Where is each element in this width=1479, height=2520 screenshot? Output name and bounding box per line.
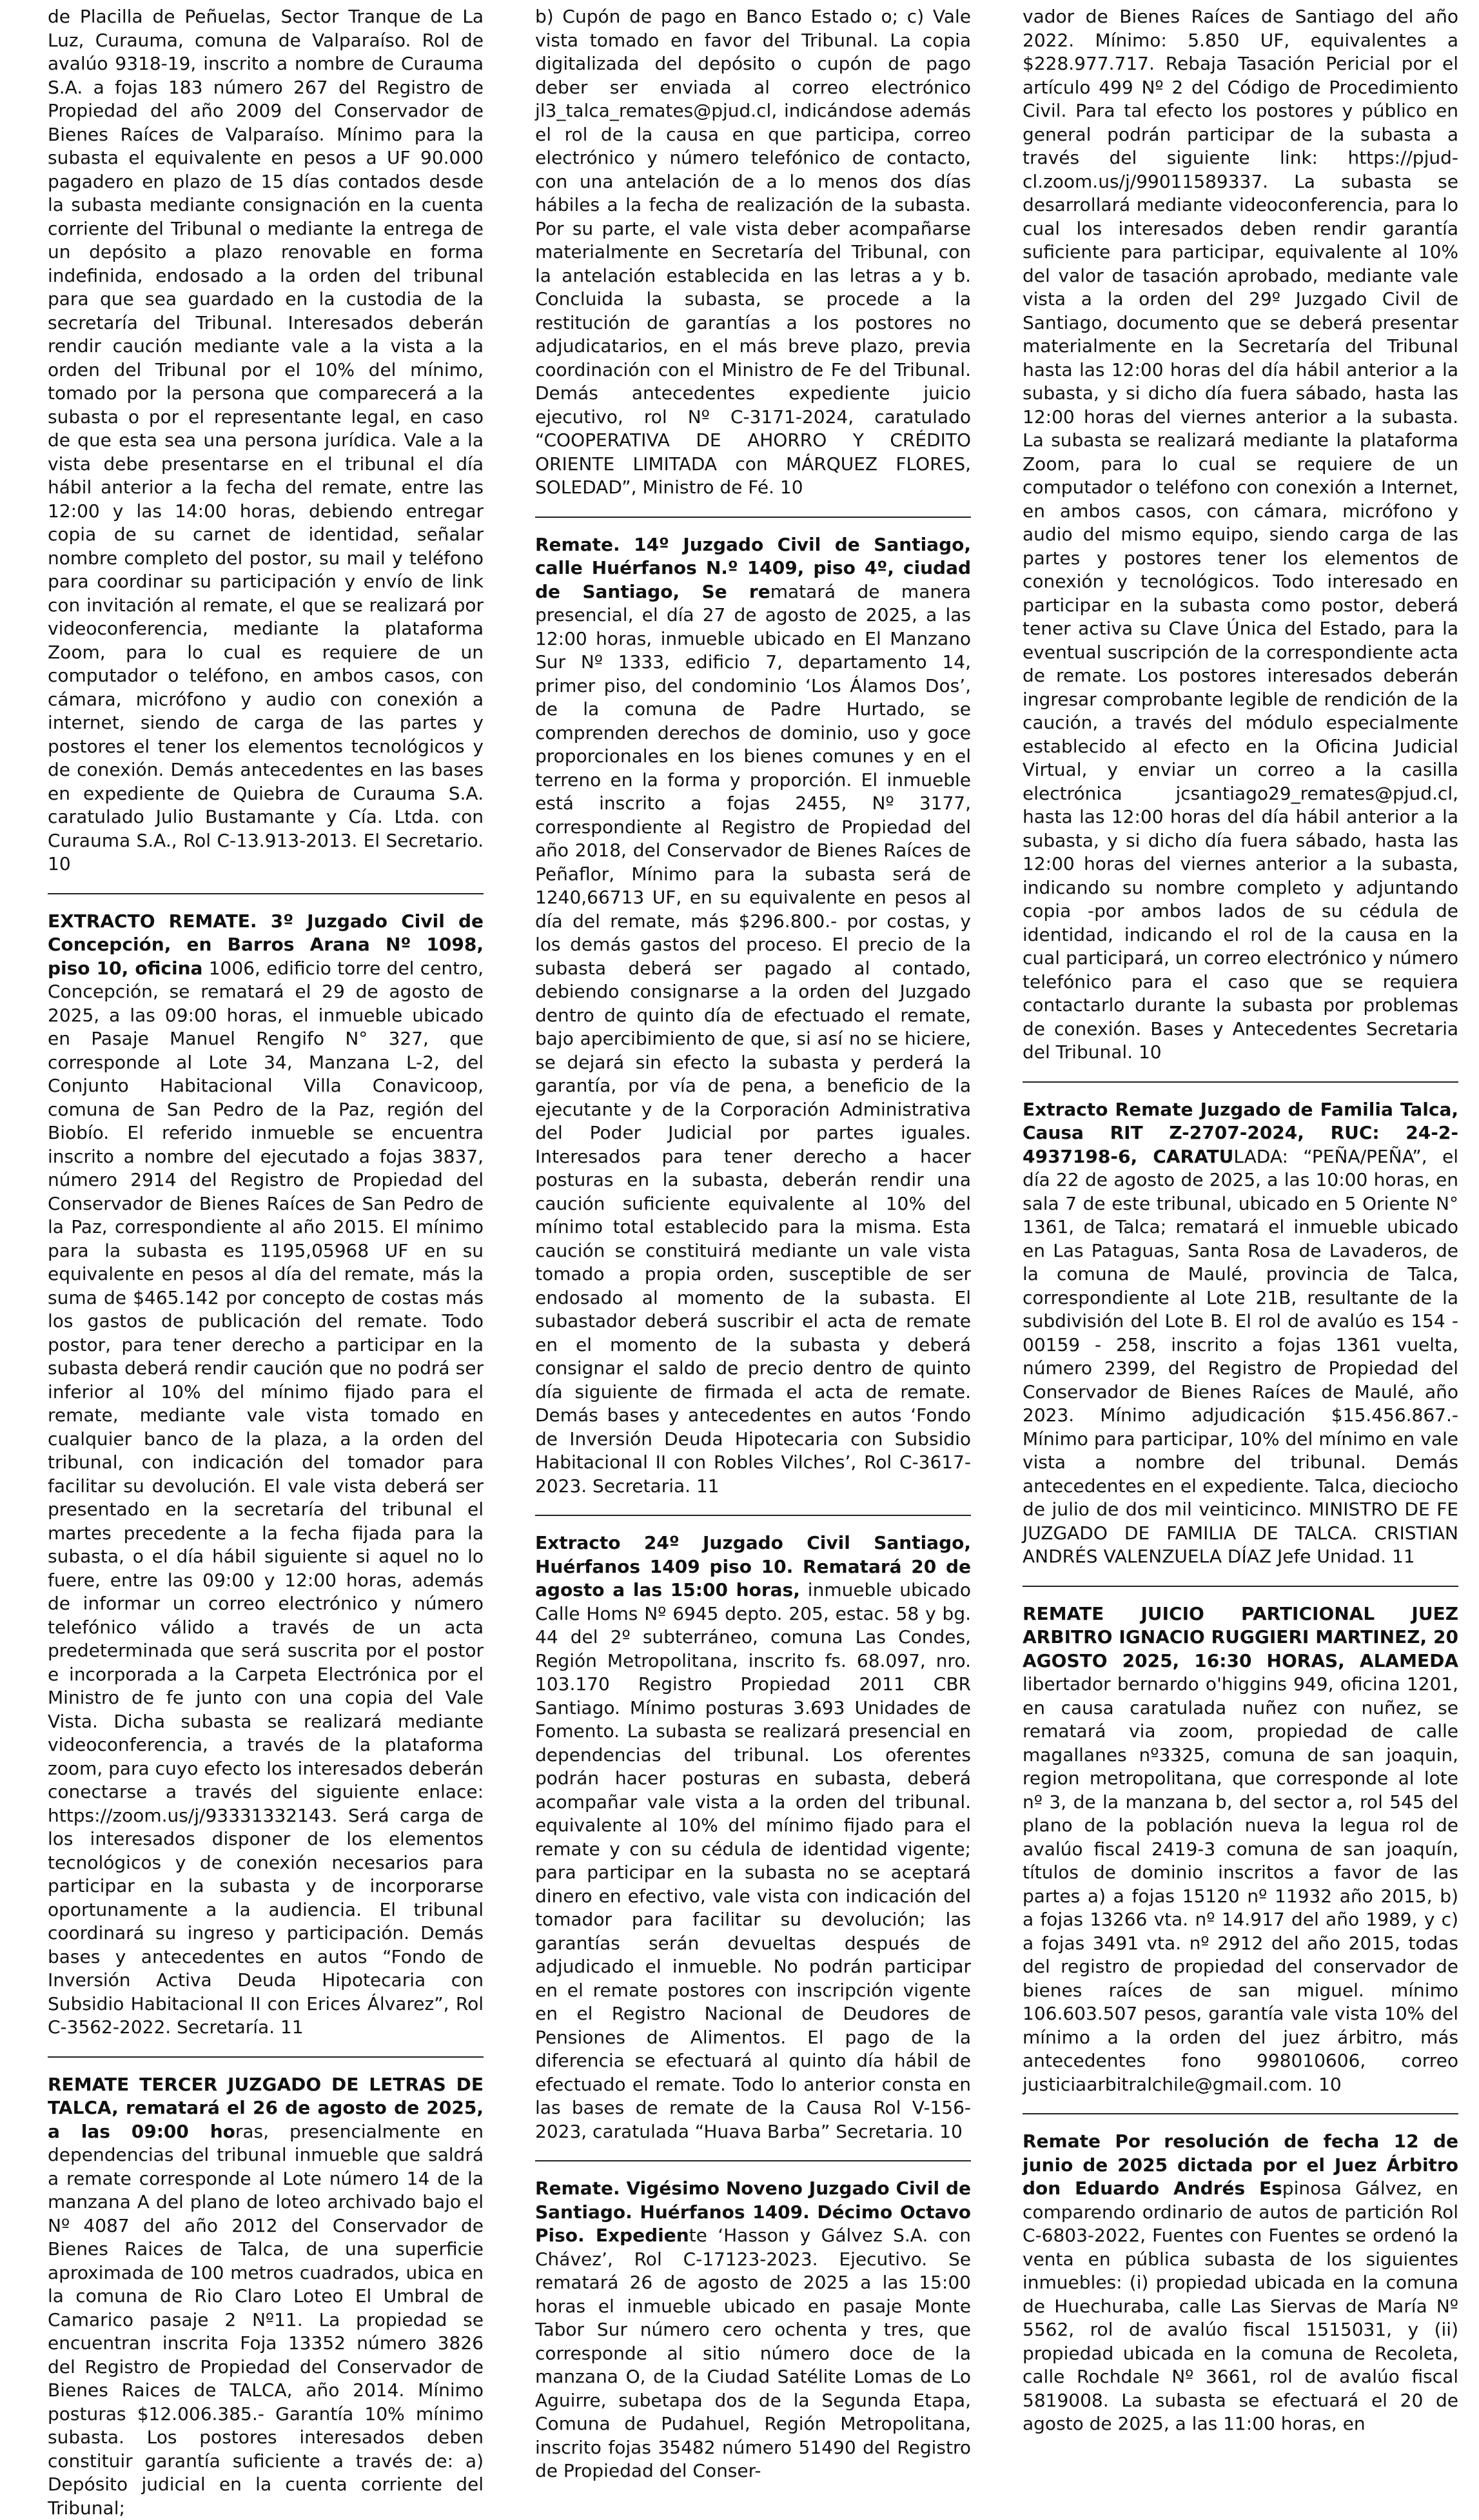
notice-body: de Placilla de Peñuelas, Sector Tranque de La Luz, Curauma, comuna de Valparaíso. Rol de avalúo 9318-19, inscrito a nombre de Curauma S.A. a fojas 183 número 267 del Registro de Propiedad del año 2009 del Conservador de Bienes Raíces de Valparaíso. Mínimo para la subasta el equivalente en pesos a UF 90.000 pagadero en plazo de 15 días contados desde la subasta mediante consignación en la cuenta corriente del Tribunal o mediante la entrega de un depósito a plazo renovable en forma indefinida, endosado a la orden del tribunal para que sea guardado en la custodia de la secretaría del Tribunal. Interesados deberán rendir caución mediante vale a la vista a la orden del Tribunal por el 10% del mínimo, tomado por la persona que comparecerá a la subasta o por el representante legal, en caso de que esta sea una persona jurídica. Vale a la vista debe presentarse en el tribunal el día hábil anterior a la fecha del remate, entre las 12:00 y las 14:00 horas, debiendo entregar copia de su carnet de identidad, señalar nombre completo del postor, su mail y teléfono para coordinar su participación y envío de link con invitación al remate, el que se realizará por videoconferencia, mediante la plataforma Zoom, para lo cual es requiere de un computador o teléfono, en ambos casos, con cámara, micrófono y audio con conexión a internet, siendo de carga de las partes y postores el tener los elementos tecnológicos y de conexión. Demás antecedentes en las bases en expediente de Quiebra de Curauma S.A. caratulado Julio Bustamante y Cía. Ltda. con Curauma S.A., Rol C-13.913-2013. El Secretario. 10 (48, 6, 484, 874)
notice (535, 1531, 971, 2143)
separator-rule (1023, 1081, 1458, 1083)
notice-continuation (48, 5, 484, 876)
notice-heading: EXTRACTO REMATE. 3º Juzgado Civil de Concepción, en Barros Arana Nº 1098, piso 10, oficina (48, 911, 484, 979)
notice (535, 533, 971, 1499)
column-1 (48, 5, 484, 2049)
notice-body: inmueble ubicado Calle Homs Nº 6945 depto. 205, estac. 58 y bg. 44 del 2º subterráneo, comuna Las Condes, Región Metropolitana, inscrito fs. 68.097, nro. 103.170 Registro Propiedad 2011 CBR Santiago. Mínimo posturas 3.693 Unidades de Fomento. La subasta se realizará presencial en dependencias del tribunal. Los oferentes podrán hacer posturas en subasta, deberá acompañar vale vista a la orden del tribunal. equivalente al 10% del mínimo fijado para el remate y con su cédula de identidad vigente; para participar en la subasta no se aceptará dinero en efectivo, vale vista con indicación del tomador para facilitar su devolución; las garantías serán devueltas después de adjudicado el inmueble. No podrán participar en el remate postores con inscripción vigente en el Registro Nacional de Deudores de Pensiones de Alimentos. El pago de la diferencia se efectuará al quinto día hábil de efectuado el remate. Todo lo anterior consta en las bases de remate de la Causa Rol V-156-2023, caratulada “Huava Barba” Secretaria. 10 (535, 1579, 971, 2142)
notice-body: pinosa Gálvez, en comparendo ordinario de autos de partición Rol C-6803-2022, Fuentes con Fuentes se ordenó la venta en pública subasta de los siguientes inmuebles: (i) propiedad ubicada en la comuna de Huechuraba, calle Las Siervas de María Nº 5562, rol de avalúo fiscal 1515031, y (ii) propiedad ubicada en la comuna de Recoleta, calle Rochdale Nº 3661, rol de avalúo fiscal 5819008. La subasta se efectuará el 20 de agosto de 2025, a las 11:00 horas, en (1023, 2178, 1458, 2434)
notice-body: b) Cupón de pago en Banco Estado o; c) Vale vista tomado en favor del Tribunal. La copia digitalizada del depósito o cupón de pago deber ser enviada al correo electrónico jl3_talca_remates@pjud.cl, indicándose además el rol de la causa en que participa, correo electrónico y número telefónico de contacto, con una antelación de a lo menos dos días hábiles a la fecha de realización de la subasta. Por su parte, el vale vista deber acompañarse materialmente en Secretaría del Tribunal, con la antelación establecida en las letras a y b. Concluida la subasta, se procede a la restitución de garantías a los postores no adjudicatarios, en el más breve plazo, previa coordinación con el Ministro de Fe del Tribunal. Demás antecedentes expediente juicio ejecutivo, rol Nº C-3171-2024, caratulado “COOPERATIVA DE AHORRO Y CRÉDITO ORIENTE LIMITADA con MÁRQUEZ FLORES, SOLEDAD”, Ministro de Fé. 10 (535, 6, 971, 498)
notice-body: vador de Bienes Raíces de Santiago del año 2022. Mínimo: 5.850 UF, equivalentes a $228.977.717. Rebaja Tasación Pericial por el artículo 499 Nº 2 del Código de Procedimiento Civil. Para tal efecto los postores y público en general podrán participar de la subasta a través del siguiente link: https://pjud-cl.zoom.us/j/99011589337. La subasta se desarrollará mediante videoconferencia, para lo cual los interesados deben rendir garantía suficiente para participar, equivalente al 10% del valor de tasación aprobado, mediante vale vista a la orden del 29º Juzgado Civil de Santiago, documento que se deberá presentar materialmente en la Secretaría del Tribunal hasta las 12:00 horas del día hábil anterior a la subasta, y si dicho día fuera sábado, hasta las 12:00 horas del viernes anterior a la subasta. La subasta se realizará mediante la plataforma Zoom, para lo cual se requiere de un computador o teléfono con conexión a Internet, en ambos casos, con cámara, micrófono y audio del mismo equipo, siendo carga de las partes y postores tener los elementos de conexión y tecnológicos. Todo interesado en participar en la subasta como postor, deberá tener activa su Clave Única del Estado, para la eventual suscripción de la correspondiente acta de remate. Los postores interesados deberán ingresar comprobante legible de rendición de la caución, a través del módulo especialmente establecido al efecto en la Oficina Judicial Virtual, y enviar un correo a la casilla electrónica jcsantiago29_remates@pjud.cl, hasta las 12:00 horas del día hábil anterior a la subasta, y si dicho día fuera sábado, hasta las 12:00 horas del viernes anterior a la subasta, indicando su nombre completo y adjuntando copia -por ambos lados de su cédula de identidad, indicando el rol de la causa en la cual participará, un correo electrónico y número telefónico para el caso que se requiera contactarlo durante la subasta por problemas de conexión. Bases y Antecedentes Secretaria del Tribunal. 10 (1023, 6, 1458, 1063)
notice-body: matará de manera presencial, el día 27 de agosto de 2025, a las 12:00 horas, inmueble ubicado en El Manzano Sur Nº 1333, edificio 7, departamento 14, primer piso, del condominio ‘Los Álamos Dos’, de la comuna de Padre Hurtado, se comprenden derechos de dominio, uso y goce proporcionales en los bienes comunes y en el terreno en la forma y proporción. El inmueble está inscrito a fojas 2455, Nº 3177, correspondiente al Registro de Propiedad del año 2018, del Conservador de Bienes Raíces de Peñaflor, Mínimo para la subasta será de 1240,66713 UF, en su equivalente en pesos al día del remate, más $296.800.- por costas, y los demás gastos del proceso. El precio de la subasta deberá ser pagado al contado, debiendo consignarse a la orden del Juzgado dentro de quinto día de efectuado el remate, bajo apercibimiento de que, si así no se hiciere, se dejará sin efecto la subasta y perderá la garantía, por vía de pena, a beneficio de la ejecutante y de la Corporación Administrativa del Poder Judicial por partes iguales. Interesados para tener derecho a hacer posturas en la subasta, deberán rendir una caución suficiente equivalente al 10% del mínimo total establecido para la misma. Esta caución se constituirá mediante un vale vista tomado a propia orden, susceptible de ser endosado al momento de la subasta. El subastador deberá suscribir el acta de remate en el momento de la subasta y deberá consignar el saldo de precio dentro de quinto día siguiente de firmada el acta de remate. Demás bases y antecedentes en autos ‘Fondo de Inversión Deuda Hipotecaria con Subsidio Habitacional II con Robles Vilches’, Rol C-3617-2023. Secretaria. 11 (535, 581, 971, 1497)
notice-heading: Remate. 14º Juzgado Civil de Santiago, calle Huérfanos N.º 1409, piso 4º, ciudad de Santiago, Se re (535, 534, 971, 602)
notice-body: libertador bernardo o'higgins 949, oficina 1201, en causa caratulada nuñez con nuñez, se rematará via zoom, propiedad de calle magallanes nº3325, comuna de san joaquin, region metropolitana, que corresponde al lote nº 3, de la manzana b, del sector a, rol 545 del plano de la población nueva la legua rol de avalúo fiscal 2419-3 comuna de san joaquín, títulos de dominio inscritos a favor de las partes a) a fojas 15120 nº 11932 año 2015, b) a fojas 13266 vta. nº 14.917 del año 1989, y c) a fojas 3491 vta. nº 2912 del año 2015, todas del registro de propiedad del conservador de bienes raíces de san miguel. mínimo 106.603.507 pesos, garantía vale vista 10% del mínimo a la orden del juez árbitro, más antecedentes fono 998010606, correo justiciaarbitralchile@gmail.com. 10 (1023, 1673, 1458, 2095)
notice (1023, 1098, 1458, 1569)
columns-container (48, 5, 1456, 2049)
notice (535, 2177, 971, 2483)
notice-body: ras, presencialmente en dependencias del tribunal inmueble que saldrá a remate corresponde al Lote número 14 de la manzana A del plano de loteo archivado bajo el Nº 4087 del año 2012 del Conservador de Bienes Raices de Talca, de una superficie aproximada de 100 metros cuadrados, ubica en la comuna de Rio Claro Loteo El Umbral de Camarico pasaje 2 Nº11. La propiedad se encuentran inscrita Foja 13352 número 3826 del Registro de Propiedad del Conservador de Bienes Raices de TALCA, año 2014. Mínimo posturas $12.006.385.- Garantía 10% mínimo subasta. Los postores interesados deben constituir garantía suficiente a través de: a) Depósito judicial en la cuenta corriente del Tribunal; (48, 2121, 484, 2519)
notice-body: LADA: “PEÑA/PEÑA”, el día 22 de agosto de 2025, a las 10:00 horas, en sala 7 de este tribunal, ubicado en 5 Oriente N° 1361, de Talca; rematará el inmueble ubicado en Las Pataguas, Santa Rosa de Lavaderos, de la comuna de Maulé, provincia de Talca, correspondiente al Lote 21B, resultante de la subdivisión del Lote B. El rol de avalúo es 154 - 00159 - 258, inscrito a fojas 1361 vuelta, número 2399, del Registro de Propiedad del Conservador de Bienes Raíces de Maulé, año 2023. Mínimo adjudicación $15.456.867.- Mínimo para participar, 10% del mínimo en vale vista a nombre del tribunal. Demás antecedentes en el expediente. Talca, dieciocho de julio de dos mil veinticinco. MINISTRO DE FE JUZGADO DE FAMILIA DE TALCA. CRISTIAN ANDRÉS VALENZUELA DÍAZ Jefe Unidad. 11 (1023, 1146, 1458, 1568)
notice-heading: REMATE JUICIO PARTICIONAL JUEZ ARBITRO IGNACIO RUGGIERI MARTINEZ, 20 AGOSTO 2025, 16:30 HORAS, ALAMEDA (1023, 1603, 1458, 1671)
column-2 (535, 5, 971, 2049)
separator-rule (48, 2056, 484, 2058)
notice-heading: Extracto 24º Juzgado Civil Santiago, Huérfanos 1409 piso 10. Rematará 20 de agosto a las 15:00 horas, (535, 1532, 971, 1600)
separator-rule (1023, 1586, 1458, 1587)
notice-body: 1006, edificio torre del centro, Concepción, se rematará el 29 de agosto de 2025, a las 09:00 horas, el inmueble ubicado en Pasaje Manuel Rengifo N° 327, que corresponde al Lote 34, Manzana L-2, del Conjunto Habitacional Villa Conavicoop, comuna de San Pedro de la Paz, región del Biobío. El referido inmueble se encuentra inscrito a nombre del ejecutado a fojas 3837, número 2914 del Registro de Propiedad del Conservador de Bienes Raíces de San Pedro de la Paz, correspondiente al año 2015. El mínimo para la subasta es 1195,05968 UF en su equivalente en pesos al día del remate, más la suma de $465.142 por concepto de costas más los gastos de publicación del remate. Todo postor, para tener derecho a participar en la subasta deberá rendir caución que no podrá ser inferior al 10% del mínimo fijado para el remate, mediante vale vista tomado en cualquier banco de la plaza, a la orden del tribunal, con indicación del tomador para facilitar su devolución. El vale vista deberá ser presentado en la secretaría del tribunal el martes precedente a la fecha fijada para la subasta, o el día hábil siguiente si aquel no lo fuere, entre las 09:00 y 12:00 horas, además de informar un correo electrónico y número telefónico válido a través de un acta predeterminada que será suscrita por el postor e incorporada a la Carpeta Electrónica por el Ministro de fe junto con una copia del Vale Vista. Dicha subasta se realizará mediante videoconferencia, a través de la plataforma zoom, para cuyo efecto los interesados deberán conectarse a través del siguiente enlace: https://zoom.us/j/93331332143. Será carga de los interesados disponer de los elementos tecnológicos y de conexión necesarios para participar en la subasta y de incorporarse oportunamente a la audiencia. El tribunal coordinará su ingreso y participación. Demás bases y antecedentes en autos “Fondo de Inversión Activa Deuda Hipotecaria con Subsidio Habitacional II con Erices Álvarez”, Rol C-3562-2022. Secretaría. 11 (48, 958, 484, 2038)
notice-heading: Remate. Vigésimo Noveno Juzgado Civil de Santiago. Huérfanos 1409. Décimo Octavo Piso. Expedien (535, 2178, 971, 2246)
notice-heading: Remate Por resolución de fecha 12 de junio de 2025 dictada por el Juez Árbitro don Eduardo Andrés Es (1023, 2131, 1458, 2199)
separator-rule (535, 2160, 971, 2161)
column-3 (1023, 5, 1458, 2049)
notice-continuation (535, 5, 971, 500)
separator-rule (535, 1515, 971, 1516)
separator-rule (535, 517, 971, 518)
notice (1023, 2130, 1458, 2436)
notice (1023, 1602, 1458, 2097)
separator-rule (1023, 2113, 1458, 2114)
notice-continuation (1023, 5, 1458, 1065)
separator-rule (48, 893, 484, 894)
notice-body: te ‘Hasson y Gálvez S.A. con Chávez’, Rol C-17123-2023. Ejecutivo. Se rematará 26 de agosto de 2025 a las 15:00 horas el inmueble ubicado en pasaje Monte Tabor Sur número cero ochenta y tres, que corresponde al sitio número doce de la manzana O, de la Ciudad Satélite Lomas de Lo Aguirre, subetapa dos de la Segunda Etapa, Comuna de Pudahuel, Región Metropolitana, inscrito fojas 35482 número 51490 del Registro de Propiedad del Conser- (535, 2225, 971, 2481)
notice-heading: REMATE TERCER JUZGADO DE LETRAS DE TALCA, rematará el 26 de agosto de 2025, a las 09:00 ho (48, 2074, 484, 2142)
notice (48, 910, 484, 2040)
notice (48, 2073, 484, 2520)
notice-heading: Extracto Remate Juzgado de Familia Talca, Causa RIT Z-2707-2024, RUC: 24-2-4937198-6, CARATU (1023, 1099, 1458, 1167)
